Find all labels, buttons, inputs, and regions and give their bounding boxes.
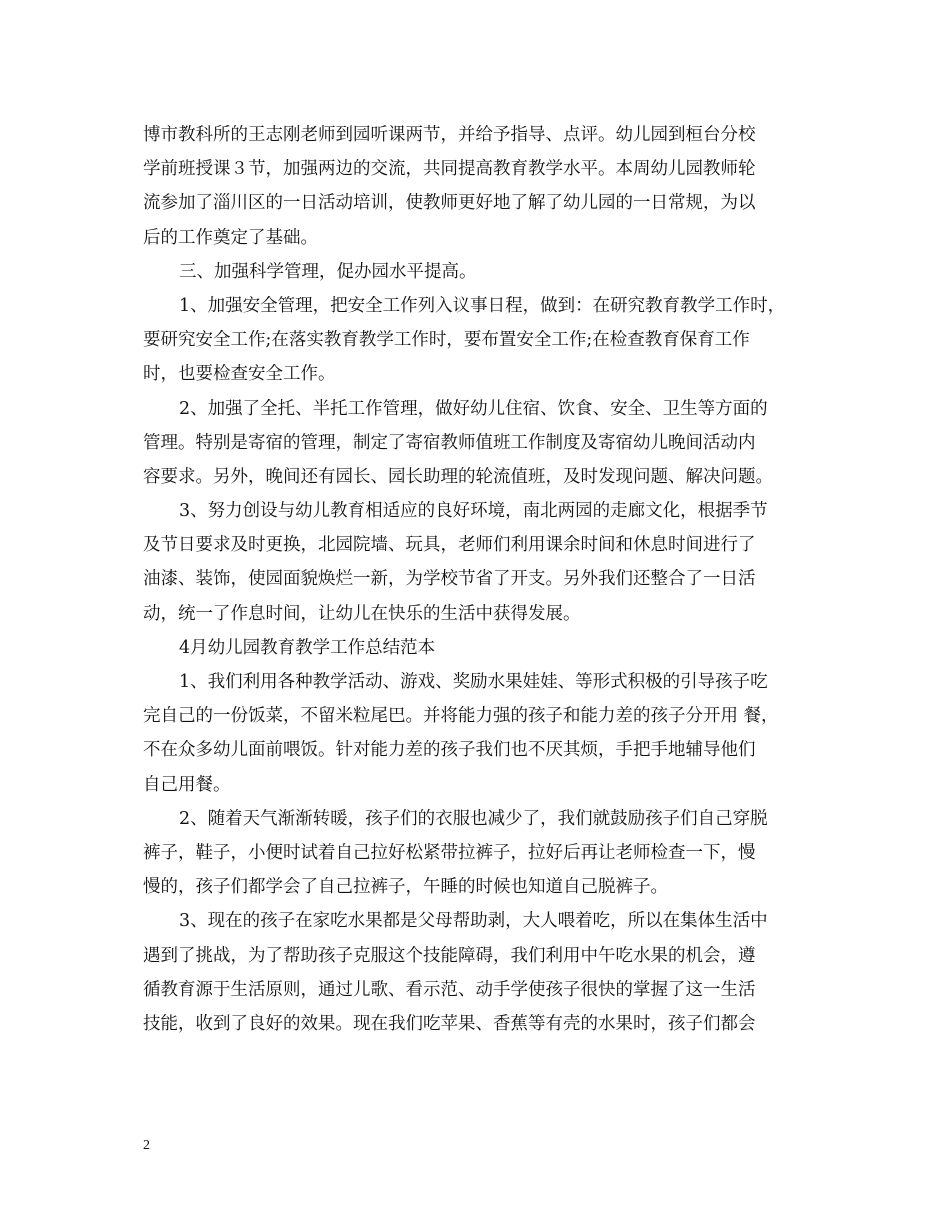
- text-line: 遇到了挑战，为了帮助孩子克服这个技能障碍，我们利用中午吃水果的机会，遵: [143, 945, 756, 966]
- text-line: 后的工作奠定了基础。: [143, 227, 318, 248]
- text-line: 不在众多幼儿面前喂饭。针对能力差的孩子我们也不厌其烦，手把手地辅导他们: [143, 740, 756, 761]
- text-line: 3、努力创设与幼儿教育相适应的良好环境，南北两园的走廊文化，根据季节: [179, 501, 768, 522]
- text-line: 循教育源于生活原则，通过儿歌、看示范、动手学使孩子很快的掌握了这一生活: [143, 979, 756, 1000]
- text-line: 三、加强科学管理，促办园水平提高。: [179, 261, 477, 282]
- text-line: 时，也要检查安全工作。: [143, 364, 336, 385]
- text-line: 1、加强安全管理，把安全工作列入议事日程，做到：在研究教育教学工作时，: [179, 295, 786, 316]
- text-line: 自己用餐。: [143, 774, 231, 795]
- text-line: 慢的，孩子们都学会了自己拉裤子，午睡的时候也知道自己脱裤子。: [143, 877, 668, 898]
- text-line: 流参加了淄川区的一日活动培训，使教师更好地了解了幼儿园的一日常规，为以: [143, 193, 756, 214]
- text-line: 动，统一了作息时间，让幼儿在快乐的生活中获得发展。: [143, 603, 581, 624]
- text-line: 2、加强了全托、半托工作管理，做好幼儿住宿、饮食、安全、卫生等方面的: [179, 398, 768, 419]
- document-body: [143, 118, 823, 1041]
- text-line: 管理。特别是寄宿的管理，制定了寄宿教师值班工作制度及寄宿幼儿晚间活动内: [143, 432, 756, 453]
- text-line: 油漆、装饰，使园面貌焕烂一新，为学校节省了开支。另外我们还整合了一日活: [143, 569, 756, 590]
- text-line: 裤子，鞋子，小便时试着自己拉好松紧带拉裤子，拉好后再让老师检查一下，慢: [143, 842, 756, 863]
- text-line: 4月幼儿园教育教学工作总结范本: [179, 637, 436, 658]
- text-line: 博市教科所的王志刚老师到园听课两节，并给予指导、点评。幼儿园到桓台分校: [143, 125, 756, 145]
- text-line: 及节日要求及时更换，北园院墙、玩具，老师们利用课余时间和休息时间进行了: [143, 535, 756, 556]
- text-line: 3、现在的孩子在家吃水果都是父母帮助剥，大人喂着吃，所以在集体生活中: [179, 911, 768, 932]
- page-number: 2: [143, 1138, 150, 1153]
- text-line: 容要求。另外，晚间还有园长、园长助理的轮流值班，及时发现问题、解决问题。: [143, 466, 773, 487]
- text-line: 学前班授课３节，加强两边的交流，共同提高教育教学水平。本周幼儿园教师轮: [143, 159, 756, 180]
- text-line: 要研究安全工作;在落实教育教学工作时，要布置安全工作;在检查教育保育工作: [143, 330, 750, 351]
- text-line: 技能，收到了良好的效果。现在我们吃苹果、香蕉等有壳的水果时，孩子们都会: [143, 1013, 756, 1034]
- text-line: 2、随着天气渐渐转暖，孩子们的衣服也减少了，我们就鼓励孩子们自己穿脱: [179, 808, 768, 829]
- text-line: 1、我们利用各种教学活动、游戏、奖励水果娃娃、等形式积极的引导孩子吃: [179, 672, 768, 692]
- text-line: 完自己的一份饭菜，不留米粒尾巴。并将能力强的孩子和能力差的孩子分开用 餐，: [143, 706, 779, 727]
